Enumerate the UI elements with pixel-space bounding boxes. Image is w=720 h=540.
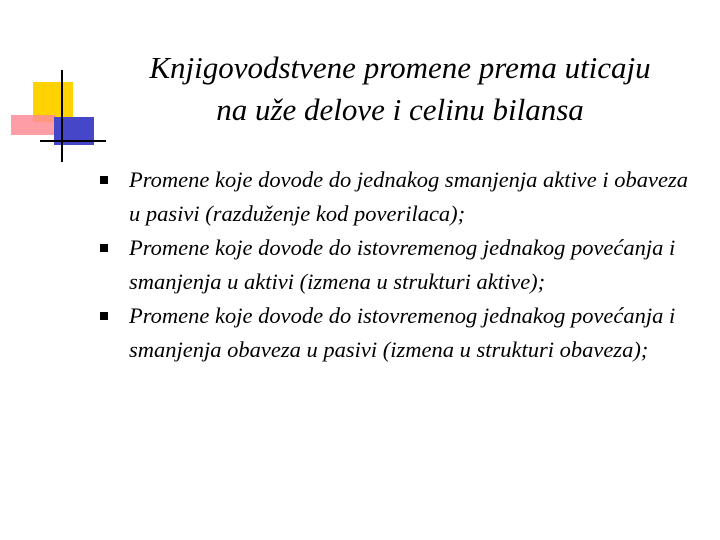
slide-title xyxy=(100,47,700,131)
bullet-list xyxy=(92,163,702,367)
title-line-2: na uže delove i celinu bilansa xyxy=(216,92,584,127)
bullet-item-1 xyxy=(92,163,702,231)
square-bullet-icon xyxy=(100,176,108,184)
square-bullet-icon xyxy=(100,312,108,320)
bullet-text-3: Promene koje dovode do istovremenog jednakog povećanja i smanjenja obaveza u pasivi (izmena u strukturi obaveza); xyxy=(129,303,676,362)
decor-red-rect xyxy=(11,115,56,135)
bullet-item-3 xyxy=(92,299,702,367)
bullet-text-1: Promene koje dovode do jednakog smanjenja aktive i obaveza u pasivi (razduženje kod poverilaca); xyxy=(129,167,688,226)
decor-vertical-line xyxy=(61,70,63,162)
decor-horizontal-line xyxy=(40,140,106,142)
bullet-item-2 xyxy=(92,231,702,299)
title-line-1: Knjigovodstvene promene prema uticaju xyxy=(149,50,651,85)
bullet-text-2: Promene koje dovode do istovremenog jednakog povećanja i smanjenja u aktivi (izmena u strukturi aktive); xyxy=(129,235,676,294)
square-bullet-icon xyxy=(100,244,108,252)
